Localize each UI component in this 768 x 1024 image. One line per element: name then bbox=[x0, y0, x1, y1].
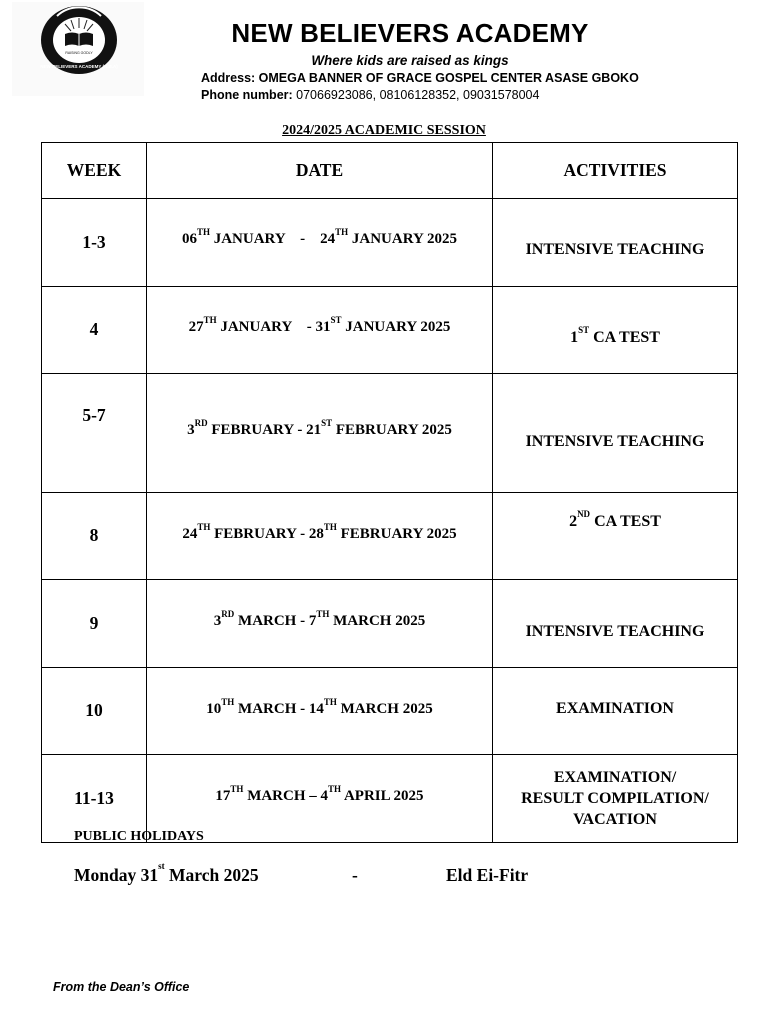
date-text: 17TH MARCH – 4TH APRIL 2025 bbox=[215, 784, 424, 805]
week-cell: 9 bbox=[42, 580, 147, 668]
activity-cell bbox=[493, 492, 738, 580]
header-week: WEEK bbox=[42, 143, 147, 199]
svg-text:RAISING GODLY: RAISING GODLY bbox=[65, 51, 93, 55]
activity-cell bbox=[493, 755, 738, 843]
holiday-separator: - bbox=[352, 865, 358, 885]
header-activities: ACTIVITIES bbox=[493, 143, 738, 199]
date-cell bbox=[147, 580, 493, 668]
date-cell bbox=[147, 374, 493, 493]
table-row bbox=[42, 492, 738, 580]
week-cell: 4 bbox=[42, 286, 147, 374]
address-label: Address: bbox=[201, 71, 256, 85]
date-text: 06TH JANUARY - 24TH JANUARY 2025 bbox=[181, 227, 458, 248]
activity-text: 2ND CA TEST bbox=[569, 508, 661, 530]
school-name: NEW BELIEVERS ACADEMY bbox=[231, 18, 589, 48]
holiday-date: Monday 31st March 2025 bbox=[74, 861, 259, 885]
school-address bbox=[201, 71, 639, 85]
date-text: 3RD MARCH - 7TH MARCH 2025 bbox=[213, 609, 426, 630]
activity-cell bbox=[493, 286, 738, 374]
date-cell bbox=[147, 492, 493, 580]
public-holidays-title: PUBLIC HOLIDAYS bbox=[74, 829, 204, 844]
phone-value: 07066923086, 08106128352, 09031578004 bbox=[296, 88, 540, 102]
school-phone bbox=[201, 88, 539, 102]
header-date: DATE bbox=[147, 143, 493, 199]
activity-cell bbox=[493, 580, 738, 668]
date-text: 27TH JANUARY - 31ST JANUARY 2025 bbox=[188, 314, 451, 335]
date-text: 3RD FEBRUARY - 21ST FEBRUARY 2025 bbox=[187, 417, 452, 438]
table-row bbox=[42, 286, 738, 374]
svg-text:NEW BELIEVERS ACADEMY (N.B.A): NEW BELIEVERS ACADEMY (N.B.A) bbox=[40, 64, 118, 69]
activity-text: 1ST CA TEST bbox=[570, 324, 660, 346]
holiday-name: Eld Ei-Fitr bbox=[446, 865, 529, 885]
table-row bbox=[42, 374, 738, 493]
activity-text: INTENSIVE TEACHING bbox=[525, 241, 705, 259]
table-header-row bbox=[42, 143, 738, 199]
activity-text: EXAMINATION/ RESULT COMPILATION/ VACATION bbox=[521, 769, 709, 829]
table-row bbox=[42, 667, 738, 755]
week-cell: 8 bbox=[42, 492, 147, 580]
activity-cell bbox=[493, 199, 738, 287]
school-motto: Where kids are raised as kings bbox=[311, 53, 509, 68]
week-cell: 5-7 bbox=[42, 374, 147, 493]
academic-calendar-table bbox=[41, 142, 738, 843]
activity-cell bbox=[493, 374, 738, 493]
school-logo bbox=[39, 4, 119, 76]
activity-text: INTENSIVE TEACHING bbox=[525, 432, 705, 450]
logo-area bbox=[12, 2, 144, 96]
date-text: 10TH MARCH - 14TH MARCH 2025 bbox=[206, 696, 433, 717]
session-title: 2024/2025 ACADEMIC SESSION bbox=[282, 123, 486, 138]
activity-text: INTENSIVE TEACHING bbox=[525, 623, 705, 641]
date-text: 24TH FEBRUARY - 28TH FEBRUARY 2025 bbox=[182, 521, 457, 542]
table-row bbox=[42, 199, 738, 287]
week-cell: 11-13 bbox=[42, 755, 147, 843]
activity-cell bbox=[493, 667, 738, 755]
table-row bbox=[42, 580, 738, 668]
week-cell: 1-3 bbox=[42, 199, 147, 287]
address-value: OMEGA BANNER OF GRACE GOSPEL CENTER ASASE GBOKO bbox=[258, 71, 639, 85]
week-cell: 10 bbox=[42, 667, 147, 755]
date-cell bbox=[147, 199, 493, 287]
date-cell bbox=[147, 667, 493, 755]
date-cell bbox=[147, 286, 493, 374]
phone-label: Phone number: bbox=[201, 88, 293, 102]
activity-text: EXAMINATION bbox=[556, 699, 674, 717]
footer-note: From the Dean’s Office bbox=[53, 980, 190, 994]
